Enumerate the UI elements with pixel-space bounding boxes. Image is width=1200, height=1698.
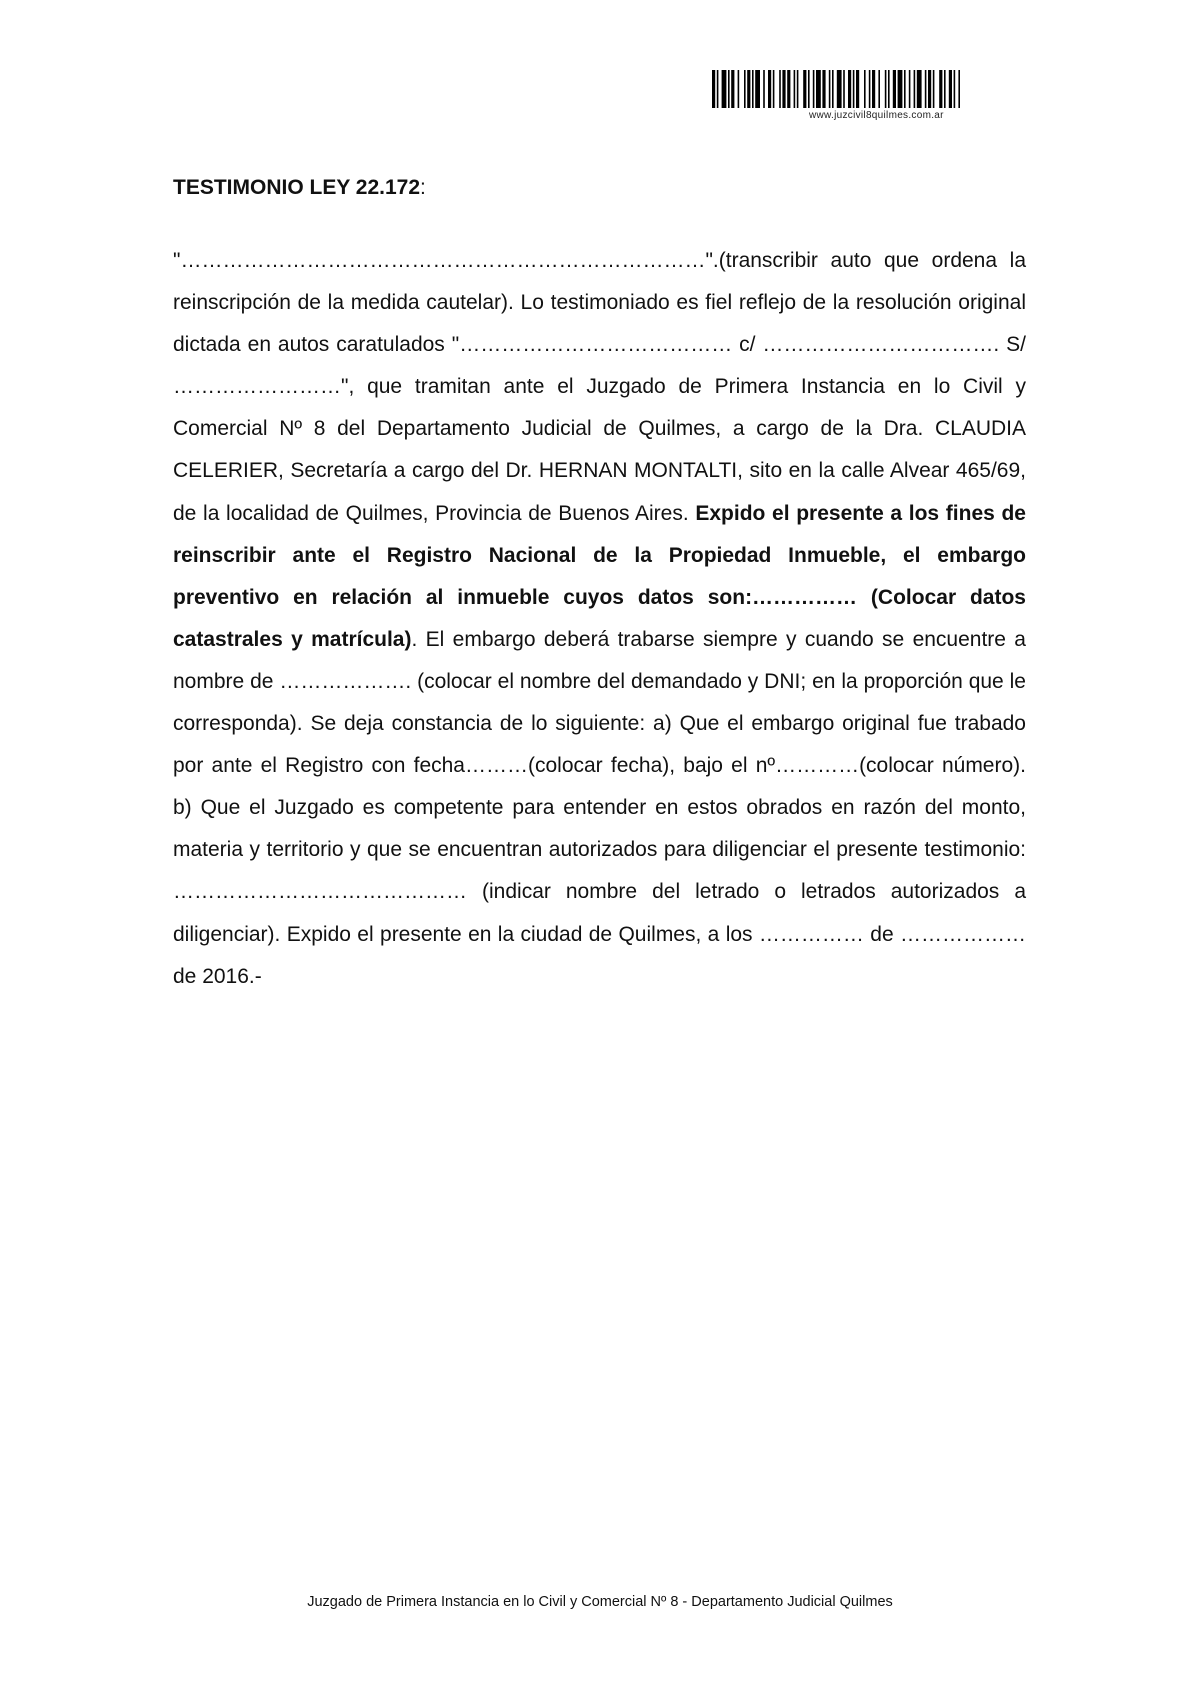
barcode-bar: [928, 70, 931, 108]
barcode-bar: [787, 70, 790, 108]
barcode-bar: [752, 70, 754, 108]
barcode-bar: [878, 70, 880, 108]
barcode-bar: [885, 70, 887, 108]
barcode-bar: [954, 70, 956, 108]
barcode-bar: [813, 70, 815, 108]
barcode-bar: [944, 70, 946, 108]
barcode-bar: [722, 70, 727, 108]
barcode-url: www.juzcivil8quilmes.com.ar: [809, 110, 944, 121]
document-title-colon: :: [420, 176, 426, 199]
barcode-bar: [837, 70, 842, 108]
document-title-text: TESTIMONIO LEY 22.172: [173, 176, 421, 199]
barcode-bar: [794, 70, 796, 108]
barcode-bar: [917, 70, 922, 108]
barcode-bar: [843, 70, 845, 108]
barcode-bar: [717, 70, 719, 108]
barcode-bar: [848, 70, 851, 108]
barcode-bar: [888, 70, 890, 108]
barcode-bar: [829, 70, 831, 108]
barcode-bar: [712, 70, 715, 108]
barcode-bar: [864, 70, 866, 108]
barcode-bar: [898, 70, 903, 108]
page-footer: Juzgado de Primera Instancia en lo Civil y Comercial Nº 8 - Departamento Judicial Quilmes: [307, 1594, 893, 1610]
barcode-bar: [822, 70, 825, 108]
barcode-bar: [728, 70, 730, 108]
barcode-bar: [747, 70, 750, 108]
barcode-bar: [853, 70, 855, 108]
barcode-bar: [856, 70, 859, 108]
barcode-bar: [958, 70, 960, 108]
barcode-bar: [949, 70, 952, 108]
barcode-bar: [731, 70, 734, 108]
barcode-bar: [768, 70, 771, 108]
barcode-bar: [939, 70, 942, 108]
barcode-bar: [816, 70, 821, 108]
barcode-bar: [893, 70, 896, 108]
barcode-bar: [925, 70, 927, 108]
document-body: [173, 240, 1026, 998]
body-paragraph-part-2: . El embargo deberá trabarse siempre y cuando se encuentre a nombre de ………………. (colocar el nombre del demandado y DNI; en la proporción que le corresponda). Se deja constancia de lo siguiente: a) Que el embargo original fue trabado por ante el Registro con fecha………(colocar fecha), bajo el nº…………(colocar número). b) Que el Juzgado es competente para entender en estos obrados en razón del monto, materia y territorio y que se encuentran autorizados para diligenciar el presente testimonio: …………………………………… (indicar nombre del letrado o letrados autorizados a diligenciar). Expido el presente en la ciudad de Quilmes, a los …………… de ……………… de 2016.-: [173, 627, 1026, 988]
barcode-bar: [803, 70, 806, 108]
barcode-bar: [808, 70, 810, 108]
barcode-bars: [712, 70, 1038, 108]
barcode-bar: [797, 70, 799, 108]
barcode-bar: [832, 70, 834, 108]
barcode-bar: [914, 70, 916, 108]
barcode-bar: [773, 70, 775, 108]
barcode-bar: [744, 70, 746, 108]
barcode-bar: [755, 70, 760, 108]
barcode-bar: [782, 70, 785, 108]
barcode-bar: [933, 70, 935, 108]
barcode-bar: [904, 70, 906, 108]
barcode-bar: [738, 70, 740, 108]
barcode-bar: [909, 70, 911, 108]
document-title: [173, 176, 426, 200]
body-bold-statement: Expido el presente a los fines de reinscribir ante el Registro Nacional de la Propiedad Inmueble, el embargo preventivo en relación al inmueble cuyos datos son:…………… (Colocar datos catastrales y matrícula): [173, 501, 1026, 651]
barcode-bar: [869, 70, 871, 108]
body-paragraph-part-1: "…………………………………………………………………".(transcribir auto que ordena la reinscripción de la medida cautelar). Lo testimoniado es fiel reflejo de la resolución original dictada en autos caratulados "………………………………… c/ ……………………………. S/ ……………………", que tramitan ante el Juzgado de Primera Instancia en lo Civil y Comercial Nº 8 del Departamento Judicial de Quilmes, a cargo de la Dra. CLAUDIA CELERIER, Secretaría a cargo del Dr. HERNAN MONTALTI, sito en la calle Alvear 465/69, de la localidad de Quilmes, Provincia de Buenos Aires.: [173, 249, 1026, 525]
barcode-bar: [872, 70, 875, 108]
barcode: [712, 70, 1038, 126]
barcode-bar: [779, 70, 781, 108]
barcode-bar: [763, 70, 765, 108]
